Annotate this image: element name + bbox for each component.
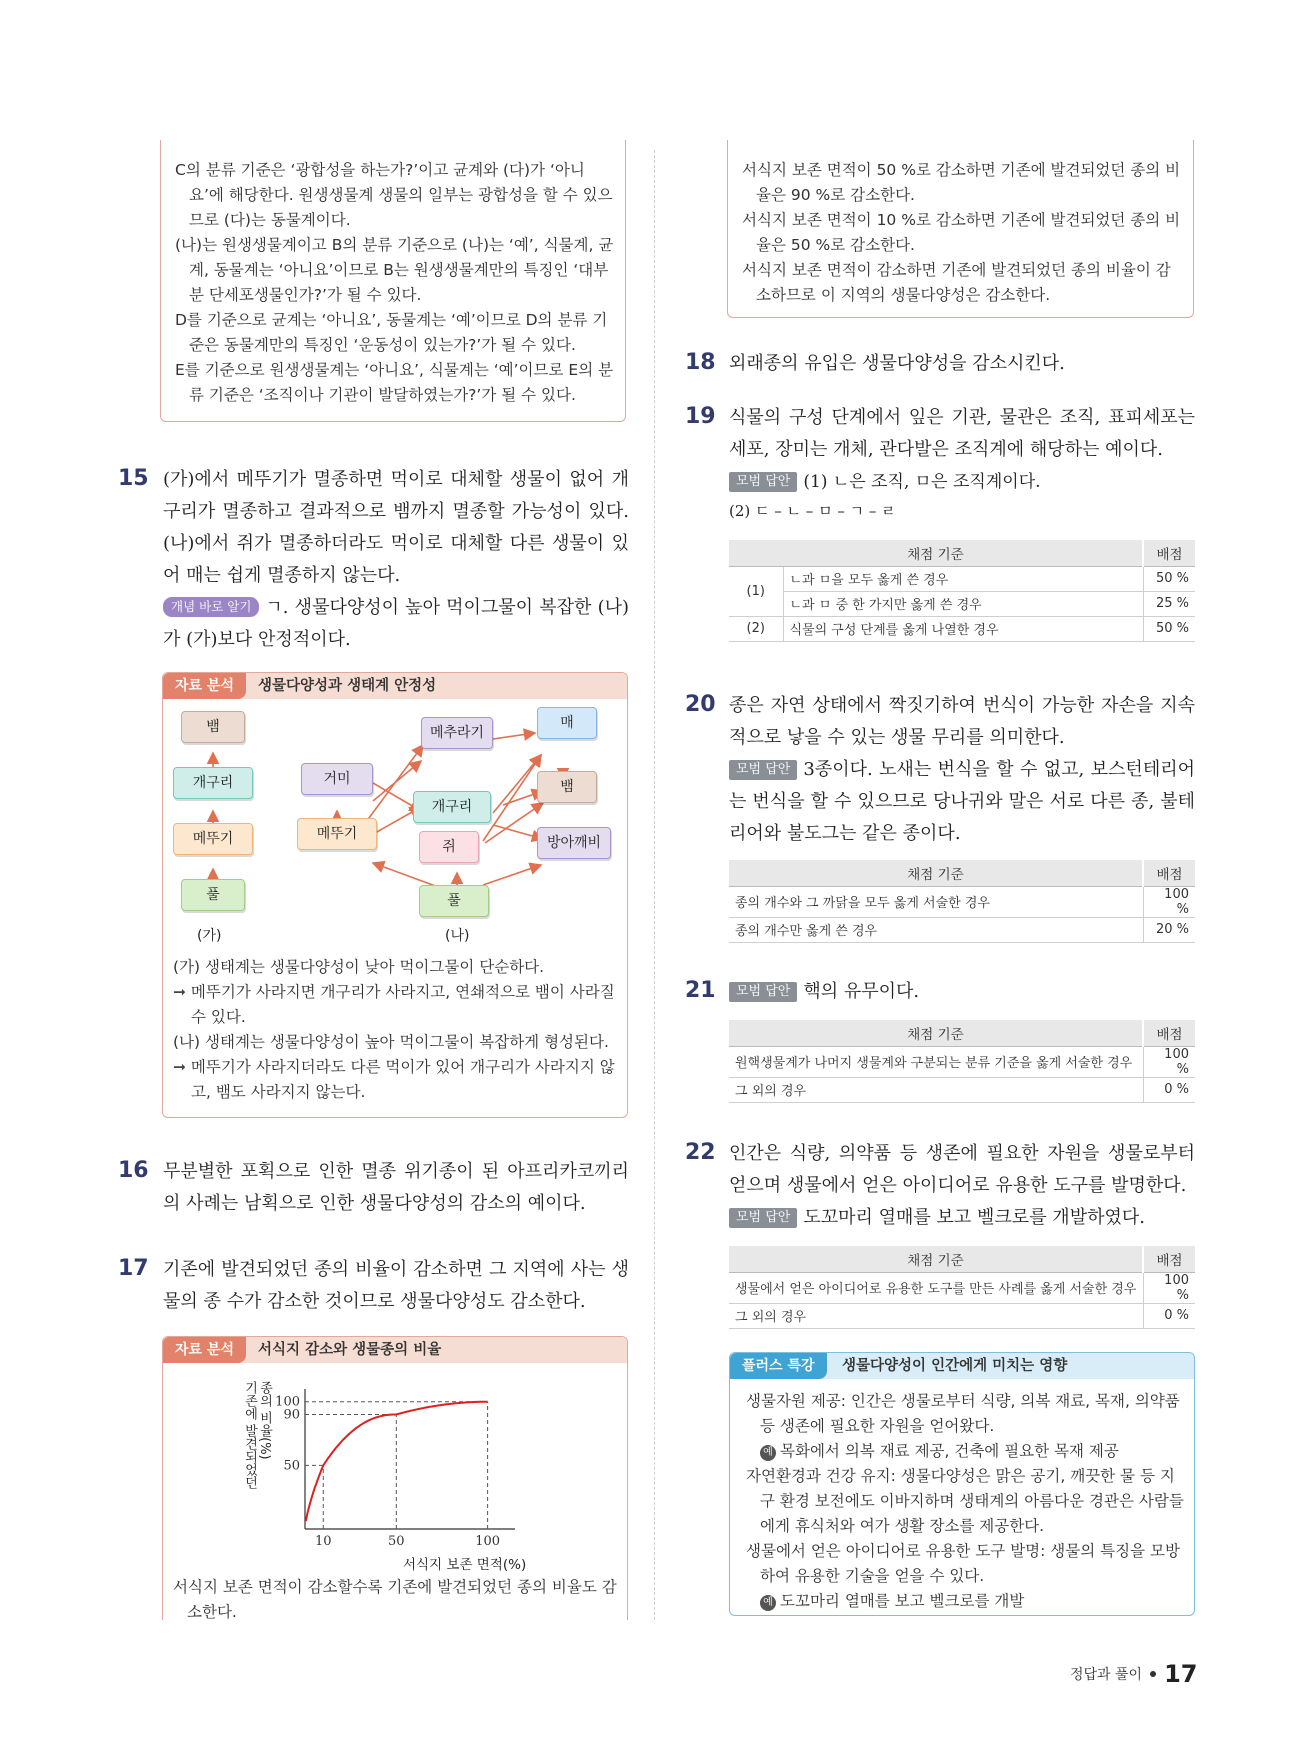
plus-title: 생물다양성이 인간에게 미치는 영향 [842,1358,1068,1374]
node-quail: 메추라기 [421,717,493,749]
model-answer-tag: 모범 답안 [729,760,797,780]
grade-header: 채점 기준 [729,1246,1143,1272]
bullet: 서식지 보존 면적이 10 %로 감소하면 기존에 발견되었던 종의 비율은 50 %로 감소한다. [742,211,1181,254]
habitat-analysis-box [162,1336,628,1620]
bullet: 서식지 보존 면적이 50 %로 감소하면 기존에 발견되었던 종의 비율은 90 %로 감소한다. [742,161,1181,204]
node-grass-b: 풀 [419,885,489,917]
question-number: 18 [685,350,716,375]
plus-lecture-box [729,1352,1195,1616]
bullet: (나)는 원생생물계이고 B의 분류 기준으로 (나)는 ‘예’, 식물계, 균계, 동물계는 ‘아니요’이므로 B는 원생생물계만의 특징인 ‘대부분 단세포생물인가?’가 될 수 있다. [175,236,614,304]
grading-table-22 [729,1246,1195,1329]
example-line: 예 목화에서 의복 재료 제공, 건축에 필요한 목재 제공 [746,1439,1186,1464]
x-tick-label: 50 [388,1534,405,1549]
node-frog: 개구리 [173,767,253,799]
points: 50 % [1143,566,1195,591]
model-answer-tag: 모범 답안 [729,1208,797,1228]
analysis-tag: 자료 분석 [163,673,246,699]
answer-text: (가)에서 메뚜기가 멸종하면 먹이로 대체할 생물이 없어 개구리가 멸종하고 결과적으로 뱀까지 멸종할 가능성이 있다. (나)에서 쥐가 멸종하더라도 먹이로 대체할 다른 생물이 있어 매는 쉽게 멸종하지 않는다. [163,469,629,586]
grading-table-21 [729,1020,1195,1103]
node-locust: 방아깨비 [537,827,611,859]
column-divider [654,150,655,1620]
criterion: 식물의 구성 단계를 옳게 나열한 경우 [783,616,1143,641]
concept-tag: 개념 바로 알기 [163,597,259,617]
question-number: 15 [118,466,149,491]
bullet: 서식지 보존 면적이 감소하면 기존에 발견되었던 종의 비율이 감소하므로 이 지역의 생물다양성은 감소한다. [742,261,1171,304]
grading-table-20 [729,860,1195,943]
bullet: (나) 생태계는 생물다양성이 높아 먹이그물이 복잡하게 형성된다. [173,1033,609,1051]
node-grasshopper-b: 메뚜기 [297,818,377,850]
footer-dot [1150,1671,1156,1677]
bullet: D를 기준으로 균계는 ‘아니요’, 동물계는 ‘예’이므로 D의 분류 기준은 동물계만의 특징인 ‘운동성이 있는가?’가 될 수 있다. [175,311,608,354]
grading-table-19 [729,540,1195,642]
right-arrow-icon: ➞ [173,983,191,1001]
page-number: 17 [1164,1660,1198,1688]
question-number: 19 [685,404,716,429]
points: 0 % [1143,1077,1195,1102]
criterion: ㄴ과 ㅁ을 모두 옳게 쓴 경우 [783,566,1143,591]
bullet: E를 기준으로 원생생물계는 ‘아니요’, 식물계는 ‘예’이므로 E의 분류 기준은 ‘조직이나 기관이 발달하였는가?’가 될 수 있다. [175,361,614,404]
answer-1: (1) ㄴ은 조직, ㅁ은 조직계이다. [803,472,1041,492]
model-answer-tag: 모범 답안 [729,472,797,492]
x-tick-label: 100 [475,1534,501,1549]
criterion: ㄴ과 ㅁ 중 한 가지만 옳게 쓴 경우 [783,591,1143,616]
y-axis-label: 종의 비율(%) 기존에 발견되었던 [242,1381,272,1490]
bullet: 서식지 보존 면적이 감소할수록 기존에 발견되었던 종의 비율도 감소한다. [173,1578,617,1621]
box-title: 생물다양성과 생태계 안정성 [258,678,437,694]
group-label: (1) [729,566,783,616]
diagram-label-na: (나) [445,928,470,944]
criterion: 원핵생물계가 나머지 생물계와 구분되는 분류 기준을 옳게 서술한 경우 [729,1046,1143,1077]
page-footer [1070,1660,1197,1688]
node-grasshopper: 메뚜기 [173,823,253,855]
question-number: 22 [685,1140,716,1165]
question-22-text: 인간은 식량, 의약품 등 생존에 필요한 자원을 생물로부터 얻으며 생물에서 얻은 아이디어로 유용한 도구를 발명한다. 모범 답안 도꼬마리 열매를 보고 벨크로를 개발하였다. [729,1143,1195,1228]
example-line: 예 도꼬마리 열매를 보고 벨크로를 개발 [746,1589,1186,1614]
node-grass: 풀 [181,879,245,911]
node-snake-b: 뱀 [537,771,597,803]
footer-label: 정답과 풀이 [1070,1667,1143,1683]
model-answer-tag: 모범 답안 [729,982,797,1002]
question-15-text [163,464,629,656]
bullet: C의 분류 기준은 ‘광합성을 하는가?’이고 균계와 (다)가 ‘아니요’에 해당한다. 원생생물계 생물의 일부는 광합성을 할 수 있으므로 (다)는 동물계이다. [175,161,613,229]
points: 20 % [1143,917,1195,942]
arrow-bullet: ➞ 메뚜기가 사라지더라도 다른 먹이가 있어 개구리가 사라지지 않고, 뱀도 사라지지 않는다. [173,1058,615,1101]
right-arrow-icon: ➞ [173,1058,191,1076]
question-19-text: 식물의 구성 단계에서 잎은 기관, 물관은 조직, 표피세포는 세포, 장미는 개체, 관다발은 조직계에 해당하는 예이다. 모범 답안 (1) ㄴ은 조직, ㅁ은 조직계이다. [729,407,1195,492]
analysis-tag: 자료 분석 [163,1337,246,1363]
habitat-explanation-box [727,140,1194,318]
question-16-text: 무분별한 포획으로 인한 멸종 위기종이 된 아프리카코끼리의 사례는 남획으로 인한 생물다양성의 감소의 예이다. [163,1161,629,1214]
y-tick-label: 90 [283,1407,300,1423]
points: 100 % [1143,1046,1195,1077]
diagram-label-ga: (가) [197,928,222,944]
example-icon: 예 [760,1445,776,1461]
points: 100 % [1143,1272,1195,1303]
points: 100 % [1143,886,1195,917]
question-17-text: 기존에 발견되었던 종의 비율이 감소하면 그 지역에 사는 생물의 종 수가 감소한 것이므로 생물다양성도 감소한다. [163,1259,629,1312]
arrow-bullet: ➞ 메뚜기가 사라지면 개구리가 사라지고, 연쇄적으로 뱀이 사라질 수 있다. [173,983,615,1026]
points-header: 배점 [1143,1246,1195,1272]
answer-text: 핵의 유무이다. [803,981,920,1002]
bullet: 생물자원 제공: 인간은 생물로부터 식량, 의복 재료, 목재, 의약품 등 생존에 필요한 자원을 얻어왔다. [746,1392,1180,1435]
bullet: (가) 생태계는 생물다양성이 낮아 먹이그물이 단순하다. [173,958,545,976]
points-header: 배점 [1143,860,1195,886]
node-snake: 뱀 [181,711,245,743]
grade-header: 채점 기준 [729,1020,1143,1046]
example-icon: 예 [760,1595,776,1611]
grade-header: 채점 기준 [729,860,1143,886]
points: 50 % [1143,616,1195,641]
points: 25 % [1143,591,1195,616]
question-number: 20 [685,692,716,717]
answer-text: 도꼬마리 열매를 보고 벨크로를 개발하였다. [803,1207,1145,1228]
criterion: 그 외의 경우 [729,1077,1143,1102]
answer-text: 3종이다. 노새는 번식을 할 수 없고, 보스턴테리어는 번식을 할 수 있으므로 당나귀와 말은 서로 다른 종, 불테리어와 불도그는 같은 종이다. [729,759,1195,844]
data-line [306,1402,488,1522]
question-21-text [729,976,1195,1008]
y-tick-label: 100 [275,1394,300,1410]
food-web-analysis-box [162,672,628,1118]
bullet: 생물에서 얻은 아이디어로 유용한 도구 발명: 생물의 특징을 모방하여 유용한 기술을 얻을 수 있다. [746,1542,1180,1585]
points: 0 % [1143,1303,1195,1328]
plus-tag: 플러스 특강 [730,1353,827,1379]
box-title: 서식지 감소와 생물종의 비율 [258,1342,442,1358]
node-mouse: 쥐 [419,831,479,863]
criterion: 종의 개수만 옳게 쓴 경우 [729,917,1143,942]
criterion: 그 외의 경우 [729,1303,1143,1328]
concept-text: ㄱ. 생물다양성이 높아 먹이그물이 복잡한 (나)가 (가)보다 안정적이다. [163,597,629,650]
answer-2: (2) ㄷ – ㄴ – ㅁ – ㄱ – ㄹ [729,502,896,520]
points-header: 배점 [1143,1020,1195,1046]
question-20-text: 종은 자연 상태에서 짝짓기하여 번식이 가능한 자손을 지속적으로 낳을 수 있는 생물 무리를 의미한다. 모범 답안 3종이다. 노새는 번식을 할 수 없고, 보스턴테리어는 번식을 할 수 있으므로 당나귀와 말은 서로 다른 종, 불테리어와 불도그는 같은 종이다. [729,695,1195,844]
criterion: 생물에서 얻은 아이디어로 유용한 도구를 만든 사례를 옳게 서술한 경우 [729,1272,1143,1303]
points-header: 배점 [1143,540,1195,566]
classification-explanation-box [160,140,626,422]
bullet: 자연환경과 건강 유지: 생물다양성은 맑은 공기, 깨끗한 물 등 지구 환경 보전에도 이바지하며 생태계의 아름다운 경관은 사람들에게 휴식처와 여가 생활 장소를 제공한다. [746,1467,1184,1535]
node-hawk: 매 [537,707,597,739]
node-spider: 거미 [301,763,373,795]
question-number: 17 [118,1256,149,1281]
question-number: 16 [118,1158,149,1183]
criterion: 종의 개수와 그 까닭을 모두 옳게 서술한 경우 [729,886,1143,917]
grade-header: 채점 기준 [729,540,1143,566]
group-label: (2) [729,616,783,641]
x-axis-label: 서식지 보존 면적(%) [403,1557,527,1573]
node-frog-b: 개구리 [413,791,491,823]
y-tick-label: 50 [283,1458,300,1474]
x-tick-label: 10 [314,1534,332,1549]
box-header [730,1353,1194,1379]
question-number: 21 [685,978,716,1003]
question-18-text: 외래종의 유입은 생물다양성을 감소시킨다. [729,353,1065,374]
